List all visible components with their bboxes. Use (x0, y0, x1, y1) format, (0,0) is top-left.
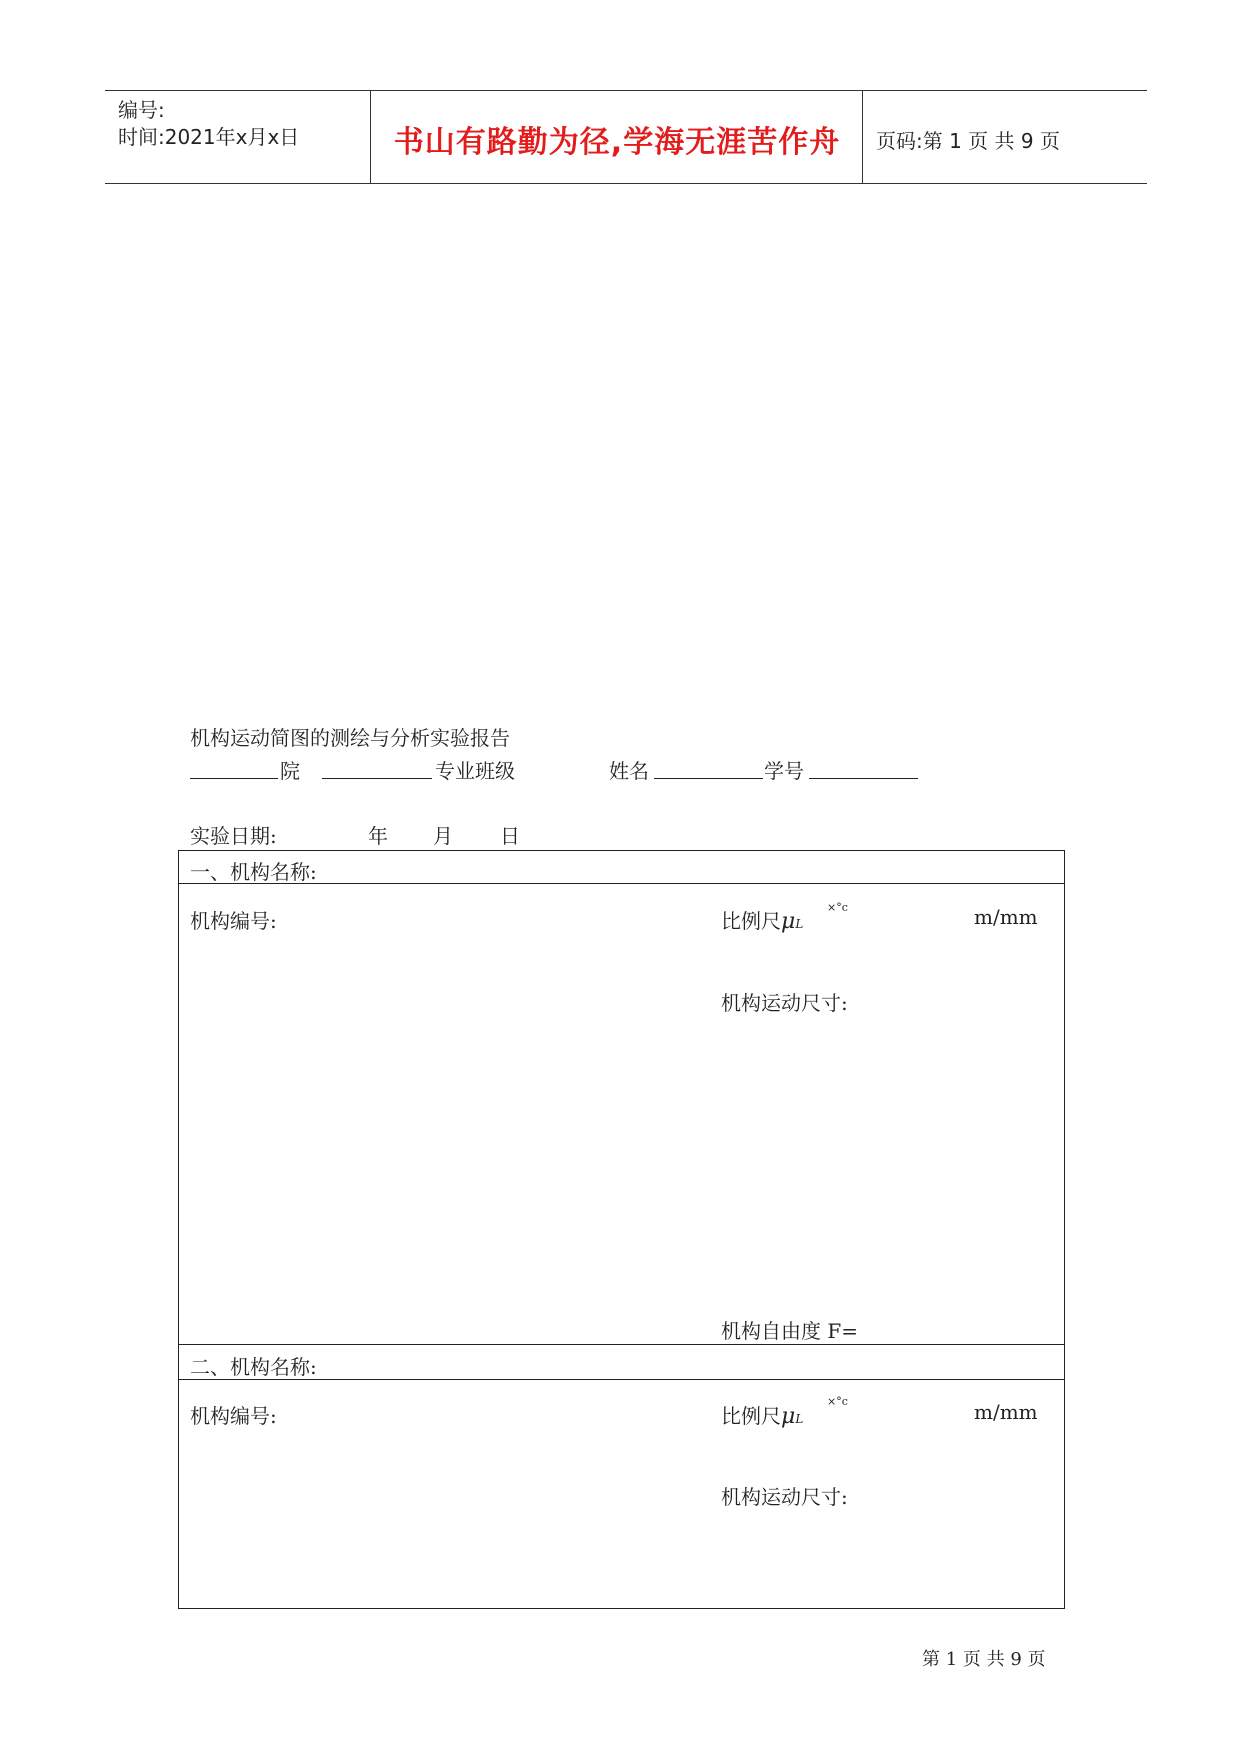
college-label: 院 (280, 759, 300, 783)
section1-number-label: 机构编号: (190, 909, 277, 933)
section1-heading: 一、机构名称: (190, 860, 317, 884)
mu-subscript: L (795, 917, 804, 931)
section2-scale-label: 比例尺 (721, 1404, 781, 1428)
header-time-label: 时间:2021年x月x日 (118, 125, 300, 149)
section1-dims-label: 机构运动尺寸: (721, 991, 848, 1015)
header-divider-right (862, 90, 863, 183)
mu-symbol: μ (781, 909, 796, 934)
section2-scale-glyph: ×°c (827, 1395, 848, 1408)
experiment-form (178, 850, 1065, 1609)
major-class-label: 专业班级 (435, 759, 515, 783)
section2-unit: m/mm (974, 1400, 1038, 1424)
student-id-label: 学号 (764, 759, 804, 783)
name-label: 姓名 (609, 759, 649, 783)
section2-dims-label: 机构运动尺寸: (721, 1485, 848, 1509)
mu-subscript: L (795, 1412, 804, 1426)
section1-scale-glyph: ×°c (827, 901, 848, 914)
name-blank (654, 778, 763, 779)
date-label: 实验日期: (190, 824, 277, 848)
header-divider-left (370, 90, 371, 183)
header-serial-label: 编号: (118, 98, 165, 122)
section1-scale-label: 比例尺 (721, 909, 781, 933)
section1-dof-label: 机构自由度 F= (721, 1319, 858, 1343)
section2-heading: 二、机构名称: (190, 1355, 317, 1379)
section2-number-label: 机构编号: (190, 1404, 277, 1428)
report-title: 机构运动简图的测绘与分析实验报告 (190, 726, 510, 750)
college-blank (190, 778, 278, 779)
header-page-info: 页码:第 1 页 共 9 页 (876, 129, 1060, 153)
date-month: 月 (433, 824, 453, 848)
date-year: 年 (368, 824, 388, 848)
date-day: 日 (500, 824, 520, 848)
header-top-rule (105, 90, 1147, 91)
section-divider (178, 1344, 1065, 1345)
page-footer: 第 1 页 共 9 页 (922, 1649, 1046, 1670)
student-id-blank (809, 778, 918, 779)
mu-symbol: μ (781, 1404, 796, 1429)
header-motto: 书山有路勤为径,学海无涯苦作舟 (393, 125, 841, 160)
section2-scale (721, 1400, 803, 1429)
header-bottom-rule (105, 183, 1147, 184)
major-class-blank (322, 778, 432, 779)
section1-unit: m/mm (974, 905, 1038, 929)
section1-scale (721, 905, 803, 934)
